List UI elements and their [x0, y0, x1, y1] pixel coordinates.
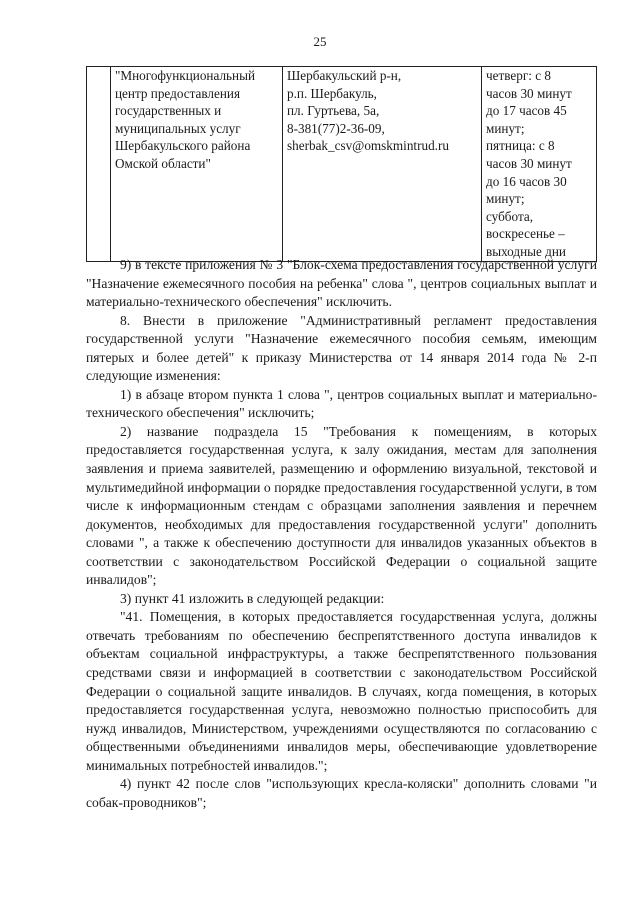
page-number: 25	[313, 34, 327, 49]
table-cell-organization	[111, 67, 283, 262]
table-cell-address	[283, 67, 482, 262]
paragraph: 2) название подраздела 15 "Требования к помещениям, в которых предоставляется государственная услуга, к залу ожидания, местам для заполнения заявления и приема заявителей, размещению и оформлению визуальной, текстовой и мультимедийной информации о порядке предоставления государственной услуги, в том числе к информационным стендам с образцами заполнения заявления и перечнем документов, необходимых для предоставления государственной услуги" дополнить словами ", а также к обеспечению доступности для инвалидов указанных объектов в соответствии с законодательством Российской Федерации о социальной защите инвалидов";	[86, 423, 597, 588]
table-row	[87, 67, 597, 262]
work-schedule: четверг: с 8 часов 30 минут до 17 часов 45 минут; пятница: с 8 часов 30 минут до 16 часов 30 минут; суббота, воскресенье – выходные дни	[486, 68, 572, 259]
paragraph: 8. Внести в приложение "Административный регламент предоставления государственной услуги "Назначение ежемесячного пособия семьям, имеющим пятерых и более детей" к приказу Министерства от 14 января 2014 года № 2-п следующие изменения:	[86, 312, 597, 384]
paragraph: 1) в абзаце втором пункта 1 слова ", центров социальных выплат и материально-технического обеспечения" исключить;	[86, 386, 597, 421]
table-cell-number	[87, 67, 111, 262]
organization-name: "Многофункциональный центр предоставления государственных и муниципальных услуг Шербакульского района Омской области"	[115, 68, 256, 171]
document-body	[86, 256, 597, 812]
paragraph: "41. Помещения, в которых предоставляется государственная услуга, должны отвечать требованиям по обеспечению беспрепятственного доступа инвалидов к объектам социальной инфраструктуры, а также беспрепятственного пользования средствами связи и информацией в соответствии с законодательством Российской Федерации о социальной защите инвалидов. В случаях, когда помещения, в которых предоставляется государственная услуга, невозможно полностью приспособить для нужд инвалидов, Министерством, учреждениями осуществляются по согласованию с общественными объединениями инвалидов меры, обеспечивающие удовлетворение минимальных потребностей инвалидов.";	[86, 609, 597, 773]
mfc-info-table	[86, 66, 597, 262]
paragraph: 9) в тексте приложения № 3 "Блок-схема предоставления государственной услуги "Назначение ежемесячного пособия на ребенка" слова ", центров социальных выплат и материально-технического обеспечения" исключить.	[86, 257, 597, 310]
paragraph: 3) пункт 41 изложить в следующей редакции:	[120, 590, 385, 606]
address-contacts: Шербакульский р-н, р.п. Шербакуль, пл. Гуртьева, 5а, 8-381(77)2-36-09, sherbak_csv@omskmintrud.ru	[287, 68, 449, 154]
paragraph: 4) пункт 42 после слов "использующих кресла-коляски" дополнить словами "и собак-проводников";	[86, 776, 597, 810]
table-cell-schedule	[482, 67, 597, 262]
